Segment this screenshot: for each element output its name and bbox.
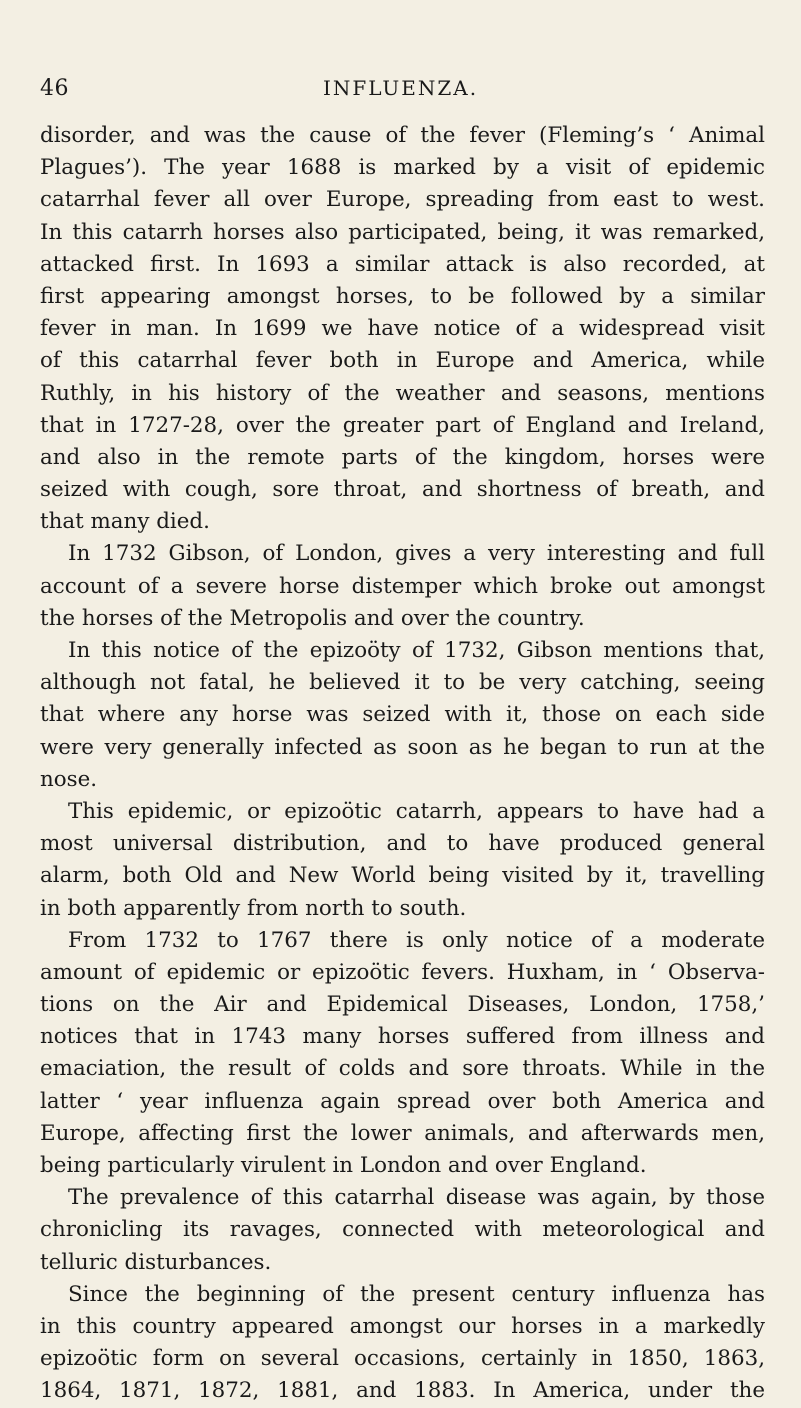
text-line: that in 1727-28, over the greater part of England and Ireland, xyxy=(40,412,765,438)
text-line: chronicling its ravages, connected with meteorological and xyxy=(40,1217,765,1243)
text-line: being particularly virulent in London and over England. xyxy=(40,1153,647,1178)
text-line: attacked first. In 1693 a similar attack is also recorded, at xyxy=(40,251,765,277)
text-line: From 1732 to 1767 there is only notice of a moderate xyxy=(68,927,765,953)
body-text xyxy=(40,120,765,1408)
text-line: notices that in 1743 many horses suffered from illness and xyxy=(40,1024,765,1050)
text-line: latter ‘ year influenza again spread over both America and xyxy=(40,1088,765,1114)
text-line: amount of epidemic or epizoötic fevers. Huxham, in ‘ Observa- xyxy=(40,959,765,985)
text-line: Ruthly, in his history of the weather and seasons, mentions xyxy=(40,380,765,406)
text-line: catarrhal fever all over Europe, spreading from east to west. xyxy=(40,187,765,213)
text-line: In this notice of the epizoöty of 1732, Gibson mentions that, xyxy=(68,638,765,663)
text-line: first appearing amongst horses, to be followed by a similar xyxy=(40,283,765,309)
text-line: nose. xyxy=(40,766,98,792)
page-header xyxy=(40,76,761,110)
text-line: and also in the remote parts of the kingdom, horses were xyxy=(40,444,765,470)
text-line: account of a severe horse distemper which broke out amongst xyxy=(40,573,765,599)
text-line: Plagues’). The year 1688 is marked by a visit of epidemic xyxy=(40,155,765,181)
text-line: This epidemic, or epizoötic catarrh, appears to have had a xyxy=(68,798,765,824)
text-line: emaciation, the result of colds and sore throats. While in the xyxy=(40,1056,765,1082)
text-line: seized with cough, sore throat, and shortness of breath, and xyxy=(40,477,765,503)
text-line: telluric disturbances. xyxy=(40,1249,272,1275)
text-line: The prevalence of this catarrhal disease was again, by those xyxy=(68,1185,765,1211)
text-line: fever in man. In 1699 we have notice of a widespread visit xyxy=(40,316,765,342)
text-line: in both apparently from north to south. xyxy=(40,895,467,921)
text-line: the horses of the Metropolis and over the country. xyxy=(40,605,585,631)
text-line: of this catarrhal fever both in Europe and America, while xyxy=(40,348,765,374)
text-line: 1864, 1871, 1872, 1881, and 1883. In America, under the xyxy=(40,1378,765,1404)
running-title: INFLUENZA. xyxy=(322,76,479,100)
text-line: Europe, affecting first the lower animals, and afterwards men, xyxy=(40,1120,765,1146)
text-line: although not fatal, he believed it to be very catching, seeing xyxy=(40,670,765,696)
text-line: Since the beginning of the present century influenza has xyxy=(68,1281,765,1307)
text-line: in this country appeared amongst our horses in a markedly xyxy=(40,1313,765,1339)
text-line: that where any horse was seized with it, those on each side xyxy=(40,702,765,728)
text-line: In this catarrh horses also participated, being, it was remarked, xyxy=(40,219,765,245)
text-line: tions on the Air and Epidemical Diseases, London, 1758,’ xyxy=(40,992,765,1018)
text-line: were very generally infected as soon as he began to run at the xyxy=(40,734,765,760)
text-line: alarm, both Old and New World being visited by it, travelling xyxy=(40,863,765,889)
text-line: In 1732 Gibson, of London, gives a very interesting and full xyxy=(68,541,765,567)
text-line: most universal distribution, and to have produced general xyxy=(40,831,765,857)
text-line: epizoötic form on several occasions, certainly in 1850, 1863, xyxy=(40,1346,765,1372)
text-line: that many died. xyxy=(40,509,210,535)
page-number: 46 xyxy=(40,76,69,101)
text-line: disorder, and was the cause of the fever (Fleming’s ‘ Animal xyxy=(40,123,765,148)
